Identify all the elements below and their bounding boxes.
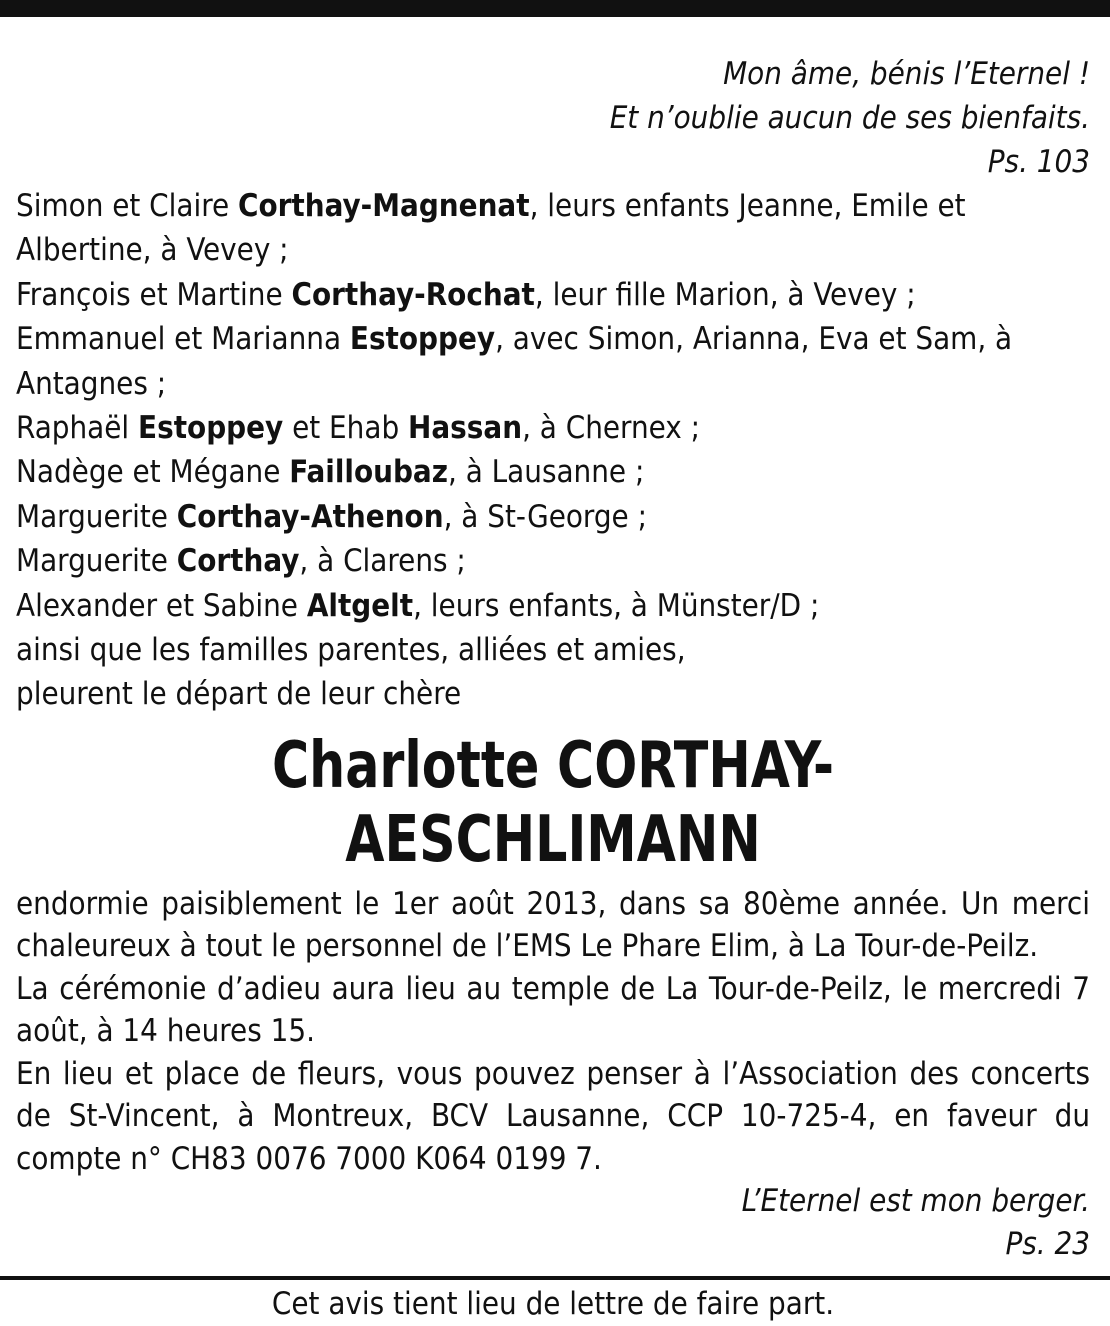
mourner-text: Raphaël (16, 410, 139, 447)
mourner-line (16, 539, 1090, 583)
mourner-line (16, 584, 1090, 628)
bottom-rule (0, 1276, 1110, 1280)
family-name: Corthay-Magnenat (238, 188, 530, 224)
mourner-text: et Ehab (283, 410, 409, 447)
family-name: Hassan (408, 410, 523, 447)
family-name: Altgelt (306, 587, 414, 624)
mourner-line (16, 273, 1090, 317)
mourner-text: , à Clarens ; (299, 543, 466, 580)
mourner-text: , leurs enfants, à Münster/D ; (413, 587, 820, 624)
top-rule (0, 0, 1110, 17)
body-paragraph-2: La cérémonie d’adieu aura lieu au temple de La Tour-de-Peilz, le mercredi 7 août, à 14 heures 15. (16, 970, 1090, 1050)
mourner-text: Simon et Claire (16, 188, 239, 224)
family-name: Corthay-Rochat (291, 276, 535, 313)
mourner-text: ainsi que les familles parentes, alliées et amies, (16, 632, 686, 669)
verse-line-1: Mon âme, bénis l’Eternel ! (723, 56, 1090, 92)
family-name: Corthay (176, 543, 300, 580)
mourner-text: , à Lausanne ; (447, 454, 645, 491)
opening-verse (16, 52, 1090, 184)
mourner-text: pleurent le départ de leur chère (16, 676, 462, 713)
family-name: Estoppey (349, 321, 496, 358)
deceased-name: Charlotte CORTHAY-AESCHLIMANN (271, 728, 835, 877)
mourner-line (16, 184, 1090, 228)
mourner-text: Emmanuel et Marianna (16, 321, 350, 358)
mourner-text: , leurs enfants Jeanne, Emile et (529, 188, 966, 224)
letter-notice: Cet avis tient lieu de lettre de faire part. (271, 1286, 835, 1323)
mourner-line (16, 672, 1090, 716)
mourner-text: François et Martine (16, 276, 292, 313)
verse-reference: Ps. 103 (987, 144, 1090, 180)
obituary-notice (16, 52, 1090, 1326)
family-name: Estoppey (138, 410, 284, 447)
notice-body (16, 883, 1090, 1181)
mourners-list (16, 184, 1090, 717)
body-paragraph-1: endormie paisiblement le 1er août 2013, dans sa 80ème année. Un merci chaleureux à tout le personnel de l’EMS Le Phare Elim, à La Tour-de-Peilz. (16, 885, 1090, 965)
closing-verse-line: L’Eternel est mon berger. (741, 1183, 1090, 1220)
body-paragraph-3: En lieu et place de fleurs, vous pouvez penser à l’Association des concerts de St-Vincent, à Montreux, BCV Lausanne, CCP 10-725-4, en faveur du compte n° CH83 0076 7000 K064 0199 7. (16, 1055, 1090, 1177)
mourner-line (16, 628, 1090, 672)
mourner-text: , à St-George ; (443, 498, 647, 535)
mourner-text: Marguerite (16, 498, 177, 535)
mourner-text: Alexander et Sabine (16, 587, 307, 624)
family-name: Failloubaz (289, 454, 448, 491)
mourner-text: Albertine, à Vevey ; (16, 232, 289, 269)
mourner-text: Antagnes ; (16, 365, 167, 402)
mourner-text: , à Chernex ; (522, 410, 701, 447)
closing-verse (16, 1180, 1090, 1266)
family-name: Corthay-Athenon (176, 498, 444, 535)
mourner-line (16, 362, 1090, 406)
mourner-text: , avec Simon, Arianna, Eva et Sam, à (495, 321, 1013, 358)
mourner-line (16, 228, 1090, 272)
mourner-text: Marguerite (16, 543, 177, 580)
mourner-line (16, 317, 1090, 361)
closing-verse-reference: Ps. 23 (1005, 1226, 1090, 1263)
mourner-line (16, 495, 1090, 539)
mourner-text: Nadège et Mégane (16, 454, 290, 491)
mourner-line (16, 450, 1090, 494)
mourner-line (16, 406, 1090, 450)
verse-line-2: Et n’oublie aucun de ses bienfaits. (609, 100, 1090, 136)
mourner-text: , leur fille Marion, à Vevey ; (534, 276, 916, 313)
